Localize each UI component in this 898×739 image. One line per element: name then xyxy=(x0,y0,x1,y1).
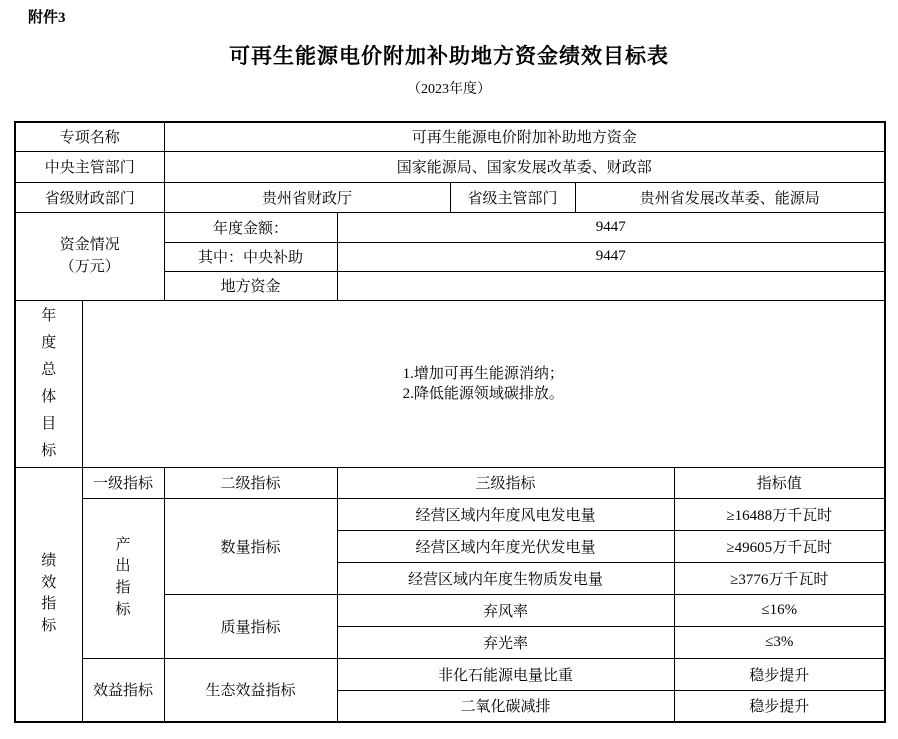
indicator-target: 稳步提升 xyxy=(674,658,885,690)
central-dept-label: 中央主管部门 xyxy=(15,151,164,182)
indicator-target: ≤3% xyxy=(674,626,885,658)
indicator-name: 弃光率 xyxy=(337,626,674,658)
annual-amount-value: 9447 xyxy=(337,212,885,242)
annual-amount-label: 年度金额： xyxy=(164,212,337,242)
indicator-name: 非化石能源电量比重 xyxy=(337,658,674,690)
quality-indicator-label: 质量指标 xyxy=(164,594,337,658)
indicator-name: 二氧化碳减排 xyxy=(337,690,674,722)
project-name-value: 可再生能源电价附加补助地方资金 xyxy=(164,122,885,151)
annual-goal-label xyxy=(15,300,82,467)
page-subtitle: （2023年度） xyxy=(407,82,491,97)
table-row xyxy=(15,498,885,530)
local-fund-value xyxy=(337,271,885,300)
table-row xyxy=(15,182,885,212)
funding-label xyxy=(15,212,164,300)
prov-finance-label: 省级财政部门 xyxy=(15,182,164,212)
table-row xyxy=(15,658,885,690)
table-row xyxy=(15,151,885,182)
central-dept-value: 国家能源局、国家发展改革委、财政部 xyxy=(164,151,885,182)
benefit-indicator-label: 效益指标 xyxy=(82,658,164,722)
performance-label-text: 绩效指标 xyxy=(41,552,57,634)
indicator-target: ≤16% xyxy=(674,594,885,626)
table-row xyxy=(15,212,885,242)
indicator-target: ≥3776万千瓦时 xyxy=(674,562,885,594)
project-name-label: 专项名称 xyxy=(15,122,164,151)
prov-finance-value: 贵州省财政厅 xyxy=(164,182,450,212)
prov-dept-value: 贵州省发展改革委、能源局 xyxy=(575,182,885,212)
eco-benefit-indicator-label: 生态效益指标 xyxy=(164,658,337,722)
performance-target-table xyxy=(14,121,886,723)
quantity-indicator-label: 数量指标 xyxy=(164,498,337,594)
table-row xyxy=(15,122,885,151)
output-indicator-label-text: 产出指标 xyxy=(115,536,131,618)
annual-goal-content xyxy=(82,300,885,467)
central-subsidy-value: 9447 xyxy=(337,242,885,271)
output-indicator-label xyxy=(82,498,164,658)
header-target-value: 指标值 xyxy=(674,467,885,498)
funding-label-line2: （万元） xyxy=(59,259,120,275)
annual-goal-line2: 2.降低能源领域碳排放。 xyxy=(402,385,564,402)
attachment-label: 附件3 xyxy=(28,10,66,26)
performance-label xyxy=(15,467,82,722)
annual-goal-line1: 1.增加可再生能源消纳； xyxy=(402,365,564,382)
funding-label-line1: 资金情况 xyxy=(59,237,120,253)
central-subsidy-label: 其中：中央补助 xyxy=(164,242,337,271)
indicator-name: 经营区域内年度风电发电量 xyxy=(337,498,674,530)
annual-goal-label-text: 年度总体目标 xyxy=(41,307,57,459)
indicator-name: 经营区域内年度生物质发电量 xyxy=(337,562,674,594)
indicator-name: 经营区域内年度光伏发电量 xyxy=(337,530,674,562)
indicator-name: 弃风率 xyxy=(337,594,674,626)
prov-dept-label: 省级主管部门 xyxy=(450,182,575,212)
page-title: 可再生能源电价附加补助地方资金绩效目标表 xyxy=(229,44,669,68)
indicator-target: ≥16488万千瓦时 xyxy=(674,498,885,530)
indicator-target: 稳步提升 xyxy=(674,690,885,722)
local-fund-label: 地方资金 xyxy=(164,271,337,300)
indicator-target: ≥49605万千瓦时 xyxy=(674,530,885,562)
table-row xyxy=(15,300,885,467)
header-level3: 三级指标 xyxy=(337,467,674,498)
header-level2: 二级指标 xyxy=(164,467,337,498)
table-row xyxy=(15,467,885,498)
header-level1: 一级指标 xyxy=(82,467,164,498)
